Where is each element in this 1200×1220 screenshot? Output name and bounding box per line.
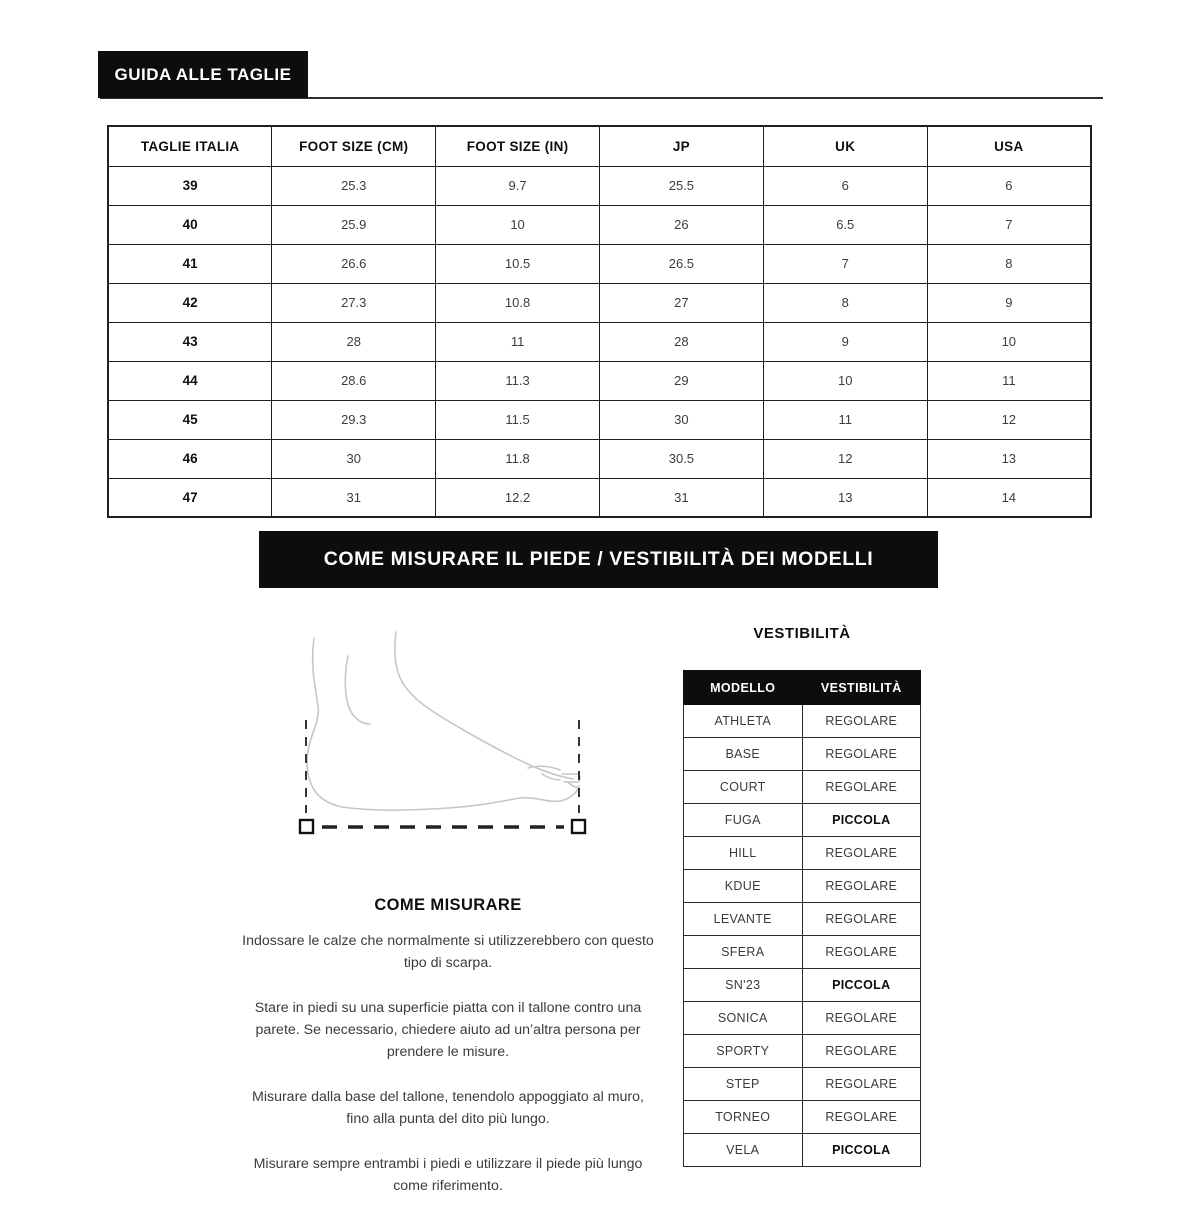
foot-back-leg-heel-line [307, 638, 342, 807]
size-value-cell: 25.5 [599, 166, 763, 205]
fit-table-row [684, 1101, 921, 1134]
size-table-header-cell: FOOT SIZE (IN) [436, 126, 600, 166]
size-value-cell: 10.5 [436, 244, 600, 283]
fit-model-cell: SFERA [684, 936, 803, 969]
size-value-cell: 8 [927, 244, 1091, 283]
size-italia-cell: 44 [108, 361, 272, 400]
size-value-cell: 10 [763, 361, 927, 400]
fit-model-cell: KDUE [684, 870, 803, 903]
size-value-cell: 6.5 [763, 205, 927, 244]
fit-table-header-cell: VESTIBILITÀ [802, 671, 921, 705]
size-value-cell: 7 [763, 244, 927, 283]
fit-model-cell: VELA [684, 1134, 803, 1167]
size-value-cell: 30 [272, 439, 436, 478]
fit-value-cell: REGOLARE [802, 1068, 921, 1101]
measure-instructions [240, 930, 656, 1220]
fit-model-cell: HILL [684, 837, 803, 870]
size-value-cell: 14 [927, 478, 1091, 517]
size-italia-cell: 46 [108, 439, 272, 478]
size-value-cell: 28.6 [272, 361, 436, 400]
fit-value-cell: REGOLARE [802, 738, 921, 771]
fit-section-heading: VESTIBILITÀ [753, 625, 851, 642]
measure-paragraph: Indossare le calze che normalmente si utilizzerebbero con questo tipo di scarpa. [242, 933, 654, 971]
size-guide-title-box [98, 51, 308, 98]
size-value-cell: 25.9 [272, 205, 436, 244]
fit-value-cell: REGOLARE [802, 1101, 921, 1134]
size-value-cell: 25.3 [272, 166, 436, 205]
fit-value-cell: PICCOLA [802, 1134, 921, 1167]
size-table-row [108, 322, 1091, 361]
measure-paragraph: Misurare sempre entrambi i piedi e utilizzare il piede più lungo come riferimento. [253, 1156, 643, 1194]
fit-table-row [684, 1134, 921, 1167]
size-value-cell: 30 [599, 400, 763, 439]
foot-sole-line [342, 786, 579, 810]
size-value-cell: 8 [763, 283, 927, 322]
fit-model-cell: LEVANTE [684, 903, 803, 936]
size-table-row [108, 205, 1091, 244]
size-value-cell: 10 [927, 322, 1091, 361]
measure-paragraph: Misurare dalla base del tallone, tenendolo appoggiato al muro, fino alla punta del dito più lungo. [252, 1089, 644, 1127]
size-value-cell: 12.2 [436, 478, 600, 517]
measure-heading: COME MISURARE [374, 896, 522, 914]
size-guide-title: GUIDA ALLE TAGLIE [114, 64, 292, 84]
toe-marker-square [572, 820, 585, 833]
fit-table-row [684, 1035, 921, 1068]
size-table-row [108, 400, 1091, 439]
fit-table-row [684, 705, 921, 738]
fit-model-cell: FUGA [684, 804, 803, 837]
fit-value-cell: REGOLARE [802, 705, 921, 738]
fit-model-cell: SN'23 [684, 969, 803, 1002]
size-value-cell: 10 [436, 205, 600, 244]
size-italia-cell: 40 [108, 205, 272, 244]
fit-table-row [684, 936, 921, 969]
foot-measurement-diagram [266, 616, 614, 856]
size-italia-cell: 43 [108, 322, 272, 361]
size-table-row [108, 244, 1091, 283]
size-value-cell: 29.3 [272, 400, 436, 439]
size-value-cell: 26.6 [272, 244, 436, 283]
size-value-cell: 27.3 [272, 283, 436, 322]
size-table-header-cell: USA [927, 126, 1091, 166]
fit-value-cell: PICCOLA [802, 804, 921, 837]
size-italia-cell: 41 [108, 244, 272, 283]
size-value-cell: 27 [599, 283, 763, 322]
fit-value-cell: REGOLARE [802, 837, 921, 870]
measure-fit-banner-label: COME MISURARE IL PIEDE / VESTIBILITÀ DEI MODELLI [323, 548, 874, 570]
size-value-cell: 31 [599, 478, 763, 517]
size-value-cell: 11 [763, 400, 927, 439]
size-value-cell: 13 [763, 478, 927, 517]
size-table-row [108, 166, 1091, 205]
size-value-cell: 13 [927, 439, 1091, 478]
fit-value-cell: REGOLARE [802, 870, 921, 903]
fit-table-row [684, 837, 921, 870]
fit-table [683, 670, 921, 1167]
fit-value-cell: REGOLARE [802, 1002, 921, 1035]
fit-value-cell: REGOLARE [802, 903, 921, 936]
measure-fit-banner [259, 531, 938, 588]
size-table-header-cell: JP [599, 126, 763, 166]
size-value-cell: 11.5 [436, 400, 600, 439]
fit-model-cell: TORNEO [684, 1101, 803, 1134]
measure-paragraph: Stare in piedi su una superficie piatta con il tallone contro una parete. Se necessario, chiedere aiuto ad un’altra persona per prendere le misure. [254, 1000, 642, 1060]
size-value-cell: 7 [927, 205, 1091, 244]
size-table-row [108, 478, 1091, 517]
size-value-cell: 9 [927, 283, 1091, 322]
size-value-cell: 6 [763, 166, 927, 205]
size-italia-cell: 47 [108, 478, 272, 517]
size-value-cell: 6 [927, 166, 1091, 205]
fit-table-row [684, 771, 921, 804]
fit-model-cell: COURT [684, 771, 803, 804]
size-value-cell: 11.8 [436, 439, 600, 478]
size-italia-cell: 39 [108, 166, 272, 205]
fit-table-row [684, 804, 921, 837]
fit-value-cell: PICCOLA [802, 969, 921, 1002]
size-value-cell: 12 [927, 400, 1091, 439]
fit-table-row [684, 1002, 921, 1035]
fit-model-cell: SPORTY [684, 1035, 803, 1068]
fit-table-header-row [684, 671, 921, 705]
fit-table-row [684, 903, 921, 936]
fit-table-row [684, 870, 921, 903]
toe-crease-line [528, 766, 560, 770]
heel-marker-square [300, 820, 313, 833]
fit-table-row [684, 1068, 921, 1101]
fit-table-row [684, 969, 921, 1002]
size-table-header-row [108, 126, 1091, 166]
size-value-cell: 29 [599, 361, 763, 400]
fit-value-cell: REGOLARE [802, 1035, 921, 1068]
fit-model-cell: SONICA [684, 1002, 803, 1035]
fit-table-row [684, 738, 921, 771]
size-value-cell: 9.7 [436, 166, 600, 205]
size-value-cell: 11 [436, 322, 600, 361]
size-value-cell: 9 [763, 322, 927, 361]
fit-model-cell: STEP [684, 1068, 803, 1101]
size-conversion-table [107, 125, 1092, 518]
fit-table-header-cell: MODELLO [684, 671, 803, 705]
size-value-cell: 31 [272, 478, 436, 517]
size-value-cell: 10.8 [436, 283, 600, 322]
size-italia-cell: 45 [108, 400, 272, 439]
size-value-cell: 12 [763, 439, 927, 478]
size-value-cell: 28 [272, 322, 436, 361]
size-table-row [108, 361, 1091, 400]
fit-model-cell: ATHLETA [684, 705, 803, 738]
size-value-cell: 26.5 [599, 244, 763, 283]
fit-value-cell: REGOLARE [802, 936, 921, 969]
size-table-header-cell: FOOT SIZE (CM) [272, 126, 436, 166]
size-italia-cell: 42 [108, 283, 272, 322]
size-value-cell: 30.5 [599, 439, 763, 478]
size-value-cell: 11 [927, 361, 1091, 400]
size-value-cell: 11.3 [436, 361, 600, 400]
size-value-cell: 28 [599, 322, 763, 361]
size-table-row [108, 283, 1091, 322]
fit-value-cell: REGOLARE [802, 771, 921, 804]
size-value-cell: 26 [599, 205, 763, 244]
size-table-row [108, 439, 1091, 478]
foot-ankle-line [345, 656, 370, 724]
foot-front-leg-line [395, 632, 573, 779]
size-table-header-cell: TAGLIE ITALIA [108, 126, 272, 166]
fit-model-cell: BASE [684, 738, 803, 771]
size-table-header-cell: UK [763, 126, 927, 166]
